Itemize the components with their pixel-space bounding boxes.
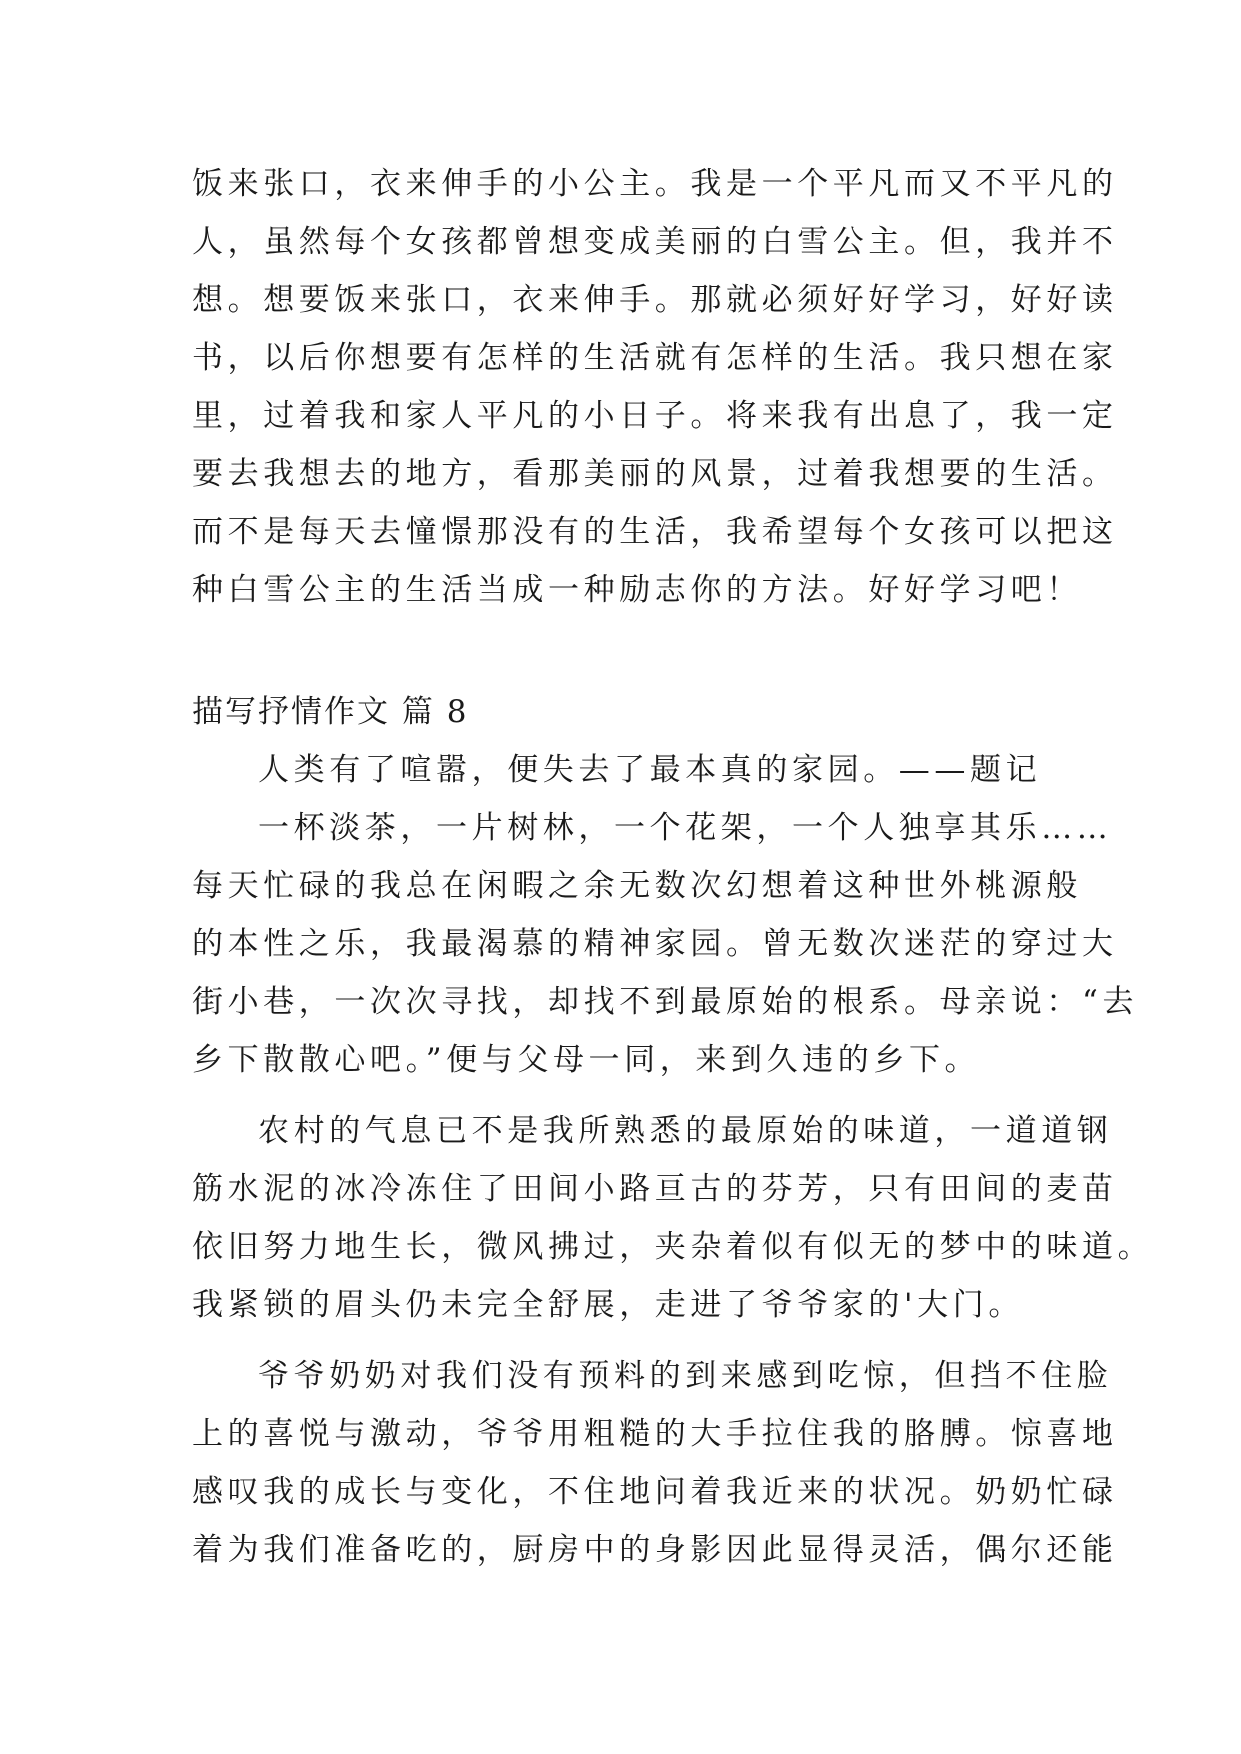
paragraph-line: 感叹我的成长与变化，不住地问着我近来的状况。奶奶忙碌 (192, 1474, 1118, 1510)
paragraph-line: 书，以后你想要有怎样的生活就有怎样的生活。我只想在家 (192, 340, 1118, 376)
paragraph-line: 上的喜悦与激动，爷爷用粗糙的大手拉住我的胳膊。惊喜地 (192, 1416, 1118, 1452)
paragraph-line: 饭来张口，衣来伸手的小公主。我是一个平凡而又不平凡的 (192, 166, 1118, 202)
paragraph-line: 种白雪公主的生活当成一种励志你的方法。好好学习吧！ (192, 572, 1082, 608)
paragraph-line: 想。想要饭来张口，衣来伸手。那就必须好好学习，好好读 (192, 282, 1118, 318)
paragraph-line: 每天忙碌的我总在闲暇之余无数次幻想着这种世外桃源般 (192, 868, 1082, 904)
paragraph-line: 爷爷奶奶对我们没有预料的到来感到吃惊，但挡不住脸 (258, 1358, 1113, 1394)
paragraph-line: 街小巷，一次次寻找，却找不到最原始的根系。母亲说：“去 (192, 984, 1139, 1020)
epigraph-line: 人类有了喧嚣，便失去了最本真的家园。——题记 (258, 752, 1042, 788)
paragraph-line: 要去我想去的地方，看那美丽的风景，过着我想要的生活。 (192, 456, 1118, 492)
paragraph-line: 的本性之乐，我最渴慕的精神家园。曾无数次迷茫的穿过大 (192, 926, 1118, 962)
paragraph-line: 一杯淡茶，一片树林，一个花架，一个人独享其乐…… (258, 810, 1113, 846)
paragraph-line: 里，过着我和家人平凡的小日子。将来我有出息了，我一定 (192, 398, 1118, 434)
paragraph-line: 着为我们准备吃的，厨房中的身影因此显得灵活，偶尔还能 (192, 1532, 1118, 1568)
paragraph-line: 我紧锁的眉头仍未完全舒展，走进了爷爷家的'大门。 (192, 1287, 1024, 1323)
paragraph-line: 而不是每天去憧憬那没有的生活，我希望每个女孩可以把这 (192, 514, 1118, 550)
paragraph-line: 人，虽然每个女孩都曾想变成美丽的白雪公主。但，我并不 (192, 224, 1118, 260)
section-heading: 描写抒情作文 篇 8 (192, 694, 469, 730)
paragraph-line: 农村的气息已不是我所熟悉的最原始的味道，一道道钢 (258, 1113, 1113, 1149)
paragraph-line: 乡下散散心吧。”便与父母一同，来到久违的乡下。 (192, 1042, 981, 1078)
paragraph-line: 依旧努力地生长，微风拂过，夹杂着似有似无的梦中的味道。 (192, 1229, 1154, 1265)
paragraph-line: 筋水泥的冰冷冻住了田间小路亘古的芬芳，只有田间的麦苗 (192, 1171, 1118, 1207)
